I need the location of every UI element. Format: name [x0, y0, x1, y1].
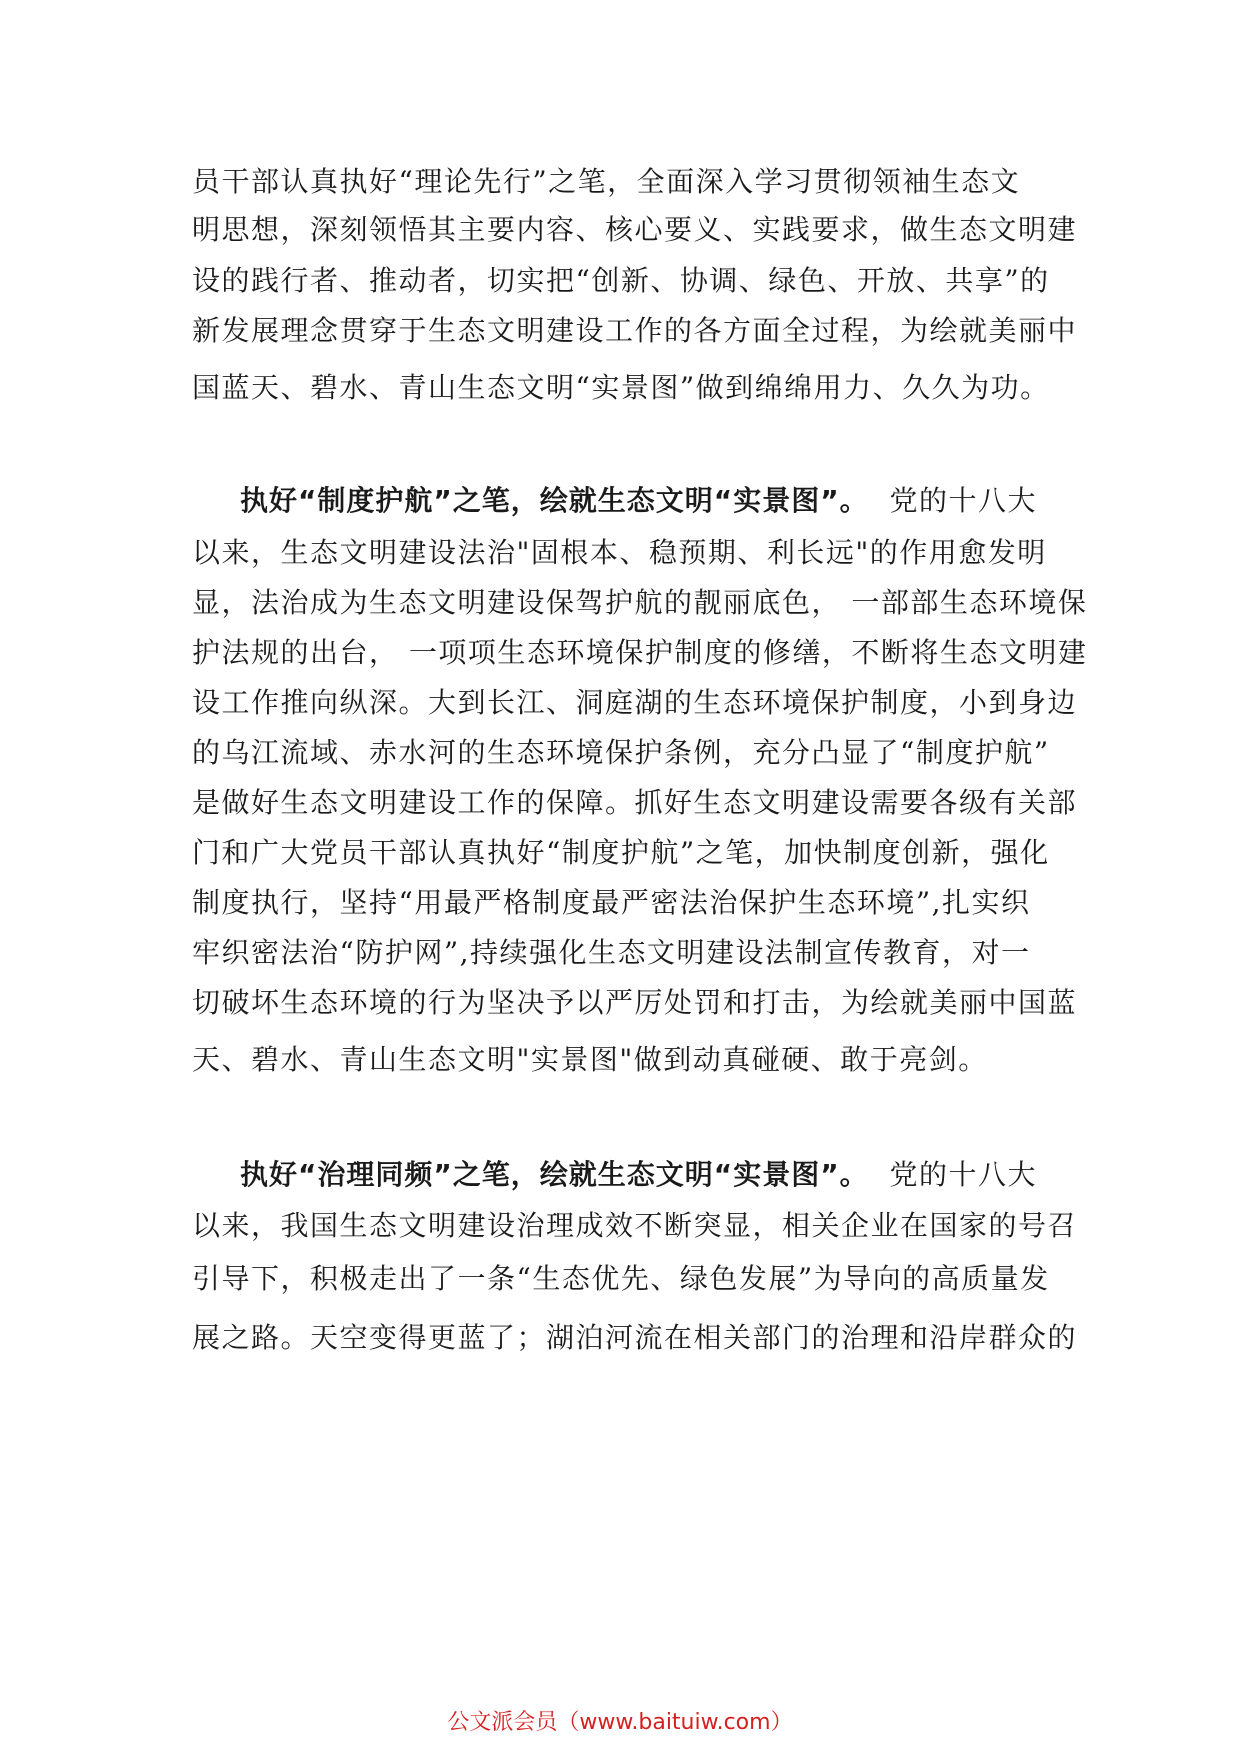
- paragraph-line: 牢织密法治“防护网”,持续强化生态文明建设法制宣传教育，对一: [192, 936, 1031, 969]
- paragraph-line: 展之路。天空变得更蓝了；湖泊河流在相关部门的治理和沿岸群众的: [192, 1321, 1078, 1354]
- paragraph-line: 显，法治成为生态文明建设保驾护航的靓丽底色， 一部部生态环境保: [192, 586, 1088, 619]
- paragraph-line: 是做好生态文明建设工作的保障。抓好生态文明建设需要各级有关部: [192, 786, 1078, 819]
- paragraph-text: 党的十八大: [889, 1158, 1037, 1191]
- paragraph-first-line: [240, 1155, 1110, 1195]
- paragraph-line: 制度执行，坚持“用最严格制度最严密法治保护生态环境”,扎实织: [192, 886, 1031, 919]
- paragraph-line: 以来，生态文明建设法治"固根本、稳预期、利长远"的作用愈发明: [192, 536, 1047, 569]
- paragraph-line: 的乌江流域、赤水河的生态环境保护条例，充分凸显了“制度护航”: [192, 736, 1050, 769]
- paragraph-first-line: [240, 481, 1110, 521]
- footer-watermark: 公文派会员（www.baituiw.com）: [447, 1710, 793, 1735]
- paragraph-line: 国蓝天、碧水、青山生态文明“实景图”做到绵绵用力、久久为功。: [192, 371, 1050, 404]
- paragraph-heading: 执好“治理同频”之笔，绘就生态文明“实景图”。: [240, 1158, 869, 1191]
- paragraph-line: 员干部认真执好“理论先行”之笔，全面深入学习贯彻领袖生态文: [192, 165, 1021, 198]
- paragraph-line: 切破坏生态环境的行为坚决予以严厉处罚和打击，为绘就美丽中国蓝: [192, 986, 1078, 1019]
- paragraph-line: 引导下，积极走出了一条“生态优先、绿色发展”为导向的高质量发: [192, 1262, 1050, 1295]
- paragraph-line: 新发展理念贯穿于生态文明建设工作的各方面全过程，为绘就美丽中: [192, 314, 1078, 347]
- paragraph-text: 党的十八大: [889, 484, 1037, 517]
- paragraph-line: 门和广大党员干部认真执好“制度护航”之笔，加快制度创新，强化: [192, 836, 1050, 869]
- paragraph-line: 护法规的出台， 一项项生态环境保护制度的修缮，不断将生态文明建: [192, 636, 1088, 669]
- paragraph-line: 设工作推向纵深。大到长江、洞庭湖的生态环境保护制度，小到身边: [192, 686, 1078, 719]
- paragraph-line: 以来，我国生态文明建设治理成效不断突显，相关企业在国家的号召: [192, 1209, 1078, 1242]
- paragraph-heading: 执好“制度护航”之笔，绘就生态文明“实景图”。: [240, 484, 869, 517]
- paragraph-line: 天、碧水、青山生态文明"实景图"做到动真碰硬、敢于亮剑。: [192, 1043, 988, 1076]
- paragraph-line: 设的践行者、推动者，切实把“创新、协调、绿色、开放、共享”的: [192, 264, 1050, 297]
- paragraph-line: 明思想，深刻领悟其主要内容、核心要义、实践要求，做生态文明建: [192, 213, 1078, 246]
